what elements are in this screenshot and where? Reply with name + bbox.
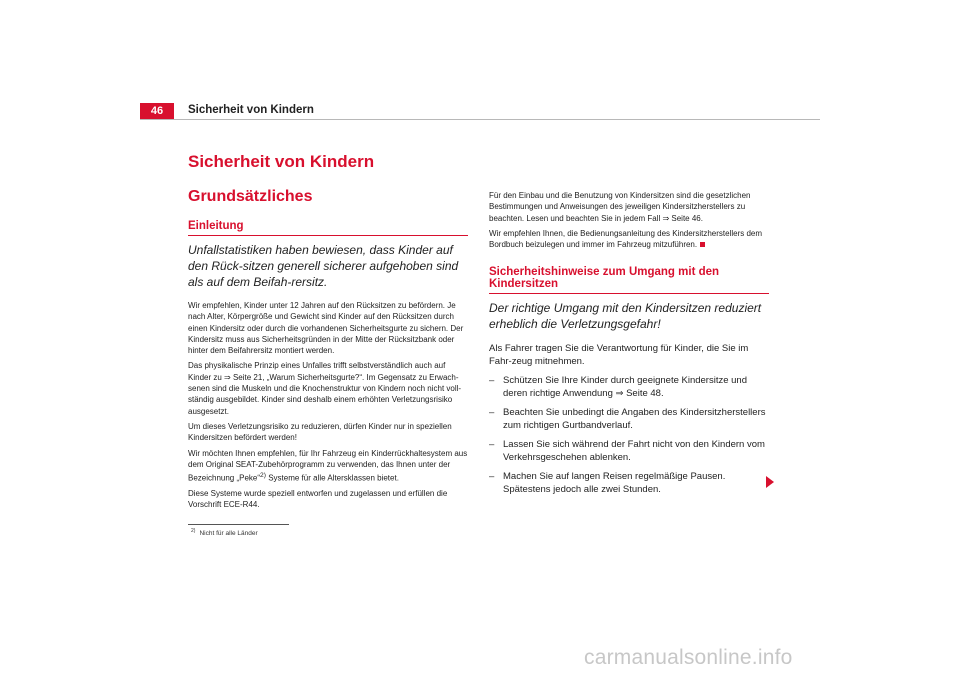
list-item [489,438,769,464]
dash-bullet: – [489,407,495,419]
chapter-title: Sicherheit von Kindern [188,152,375,171]
footnote [191,528,258,537]
paragraph-1: Wir empfehlen, Kinder unter 12 Jahren auf den Rücksitzen zu befördern. Je nach Alter, Körpergröße und Gewicht sind Kinder auf den Rücksitzen durch einen Kindersitz oder durch die vorhandenen Sicherheitsgurte zu sichern. Der Kindersitz muss aus Sicherheitsgründen in der Mitte der Rücksitzbank oder hinter dem Beifahrersitz montiert werden. [188,301,464,356]
list-item-text: Machen Sie auf langen Reisen regelmäßige Pausen. Spätestens jedoch alle zwei Stunden. [503,471,726,496]
paragraph-2: Das physikalische Prinzip eines Unfalles trifft selbstverständlich auch auf Kinder zu ⇒ Seite 21, „Warum Sicherheitsgurte?“. Im Gegensatz zu Erwach-senen sind die Muskeln und die Knochenstruktur von Kindern noch nicht voll-ständig ausgebildet. Kinder sind deshalb einem erhöhten Verletzungsrisiko ausgesetzt. [188,361,462,416]
footnote-text: Nicht für alle Länder [199,530,258,538]
list-item-text: Lassen Sie sich während der Fahrt nicht von den Kindern vom Verkehrsgeschehen ablenken. [503,439,765,464]
lead-text-left: Unfallstatistiken haben bewiesen, dass Kinder auf den Rück-sitzen generell sicherer aufgehoben sind als auf dem Beifah-rersitz. [188,243,459,289]
header-rule [140,119,820,120]
dash-bullet: – [489,375,495,387]
page-number: 46 [140,103,174,120]
continue-arrow-icon [766,476,774,488]
paragraph-3: Um dieses Verletzungsrisiko zu reduzieren, dürfen Kinder nur in speziellen Kindersitzen befördert werden! [188,421,452,443]
lead-text-right: Der richtige Umgang mit den Kindersitzen reduziert erheblich die Verletzungsgefahr! [489,301,762,332]
right-column [489,190,769,496]
paragraph-4-text-end: Systeme für alle Altersklassen bietet. [265,473,399,483]
list-item [489,374,769,400]
running-header: Sicherheit von Kindern [188,104,314,116]
list-item [489,470,769,496]
dash-bullet: – [489,471,495,483]
paragraph-right-2 [489,228,769,251]
paragraph-4-text: Wir möchten Ihnen empfehlen, für Ihr Fahrzeug ein Kinderrückhaltesystem aus dem Original SEAT-Zubehörprogramm zu verwenden, das Ihnen unter der Bezeichnung „Peke“ [188,448,468,483]
paragraph-5: Diese Systeme wurde speziell entworfen und zugelassen und erfüllen die Vorschrift ECE-R44. [188,489,448,510]
dash-bullet: – [489,439,495,451]
paragraph-right-2-text: Wir empfehlen Ihnen, die Bedienungsanleitung des Kindersitzherstellers dem Bordbuch beizulegen und immer im Fahrzeug mitzuführen. [489,228,763,250]
intro-text: Als Fahrer tragen Sie die Verantwortung für Kinder, die Sie im Fahr-zeug mitnehmen. [489,343,749,368]
list-item [489,406,769,432]
list-item-text: Beachten Sie unbedingt die Angaben des Kindersitzherstellers zum richtigen Gurtbandverlauf. [503,407,766,432]
section-title: Grundsätzliches [188,188,313,205]
left-column [188,220,468,511]
heading-sicherheitshinweise: Sicherheitshinweise zum Umgang mit den Kindersitzen [489,266,769,294]
paragraph-4 [188,448,468,485]
watermark: carmanualsonline.info [584,646,793,669]
end-of-section-mark [700,242,705,247]
footnote-reference: 2) [260,472,266,480]
heading-einleitung: Einleitung [188,220,468,236]
paragraph-right-1: Für den Einbau und die Benutzung von Kindersitzen sind die gesetzlichen Bestimmungen und Anweisungen des jeweiligen Kindersitzherstellers zu beachten. Lesen und beachten Sie in jedem Fall ⇒ Seite 46. [489,191,751,223]
footnote-marker: 2) [191,528,196,534]
list-item-text: Schützen Sie Ihre Kinder durch geeignete Kindersitze und deren richtige Anwendung ⇒ Seite 48. [503,375,747,400]
footnote-rule [188,524,289,525]
